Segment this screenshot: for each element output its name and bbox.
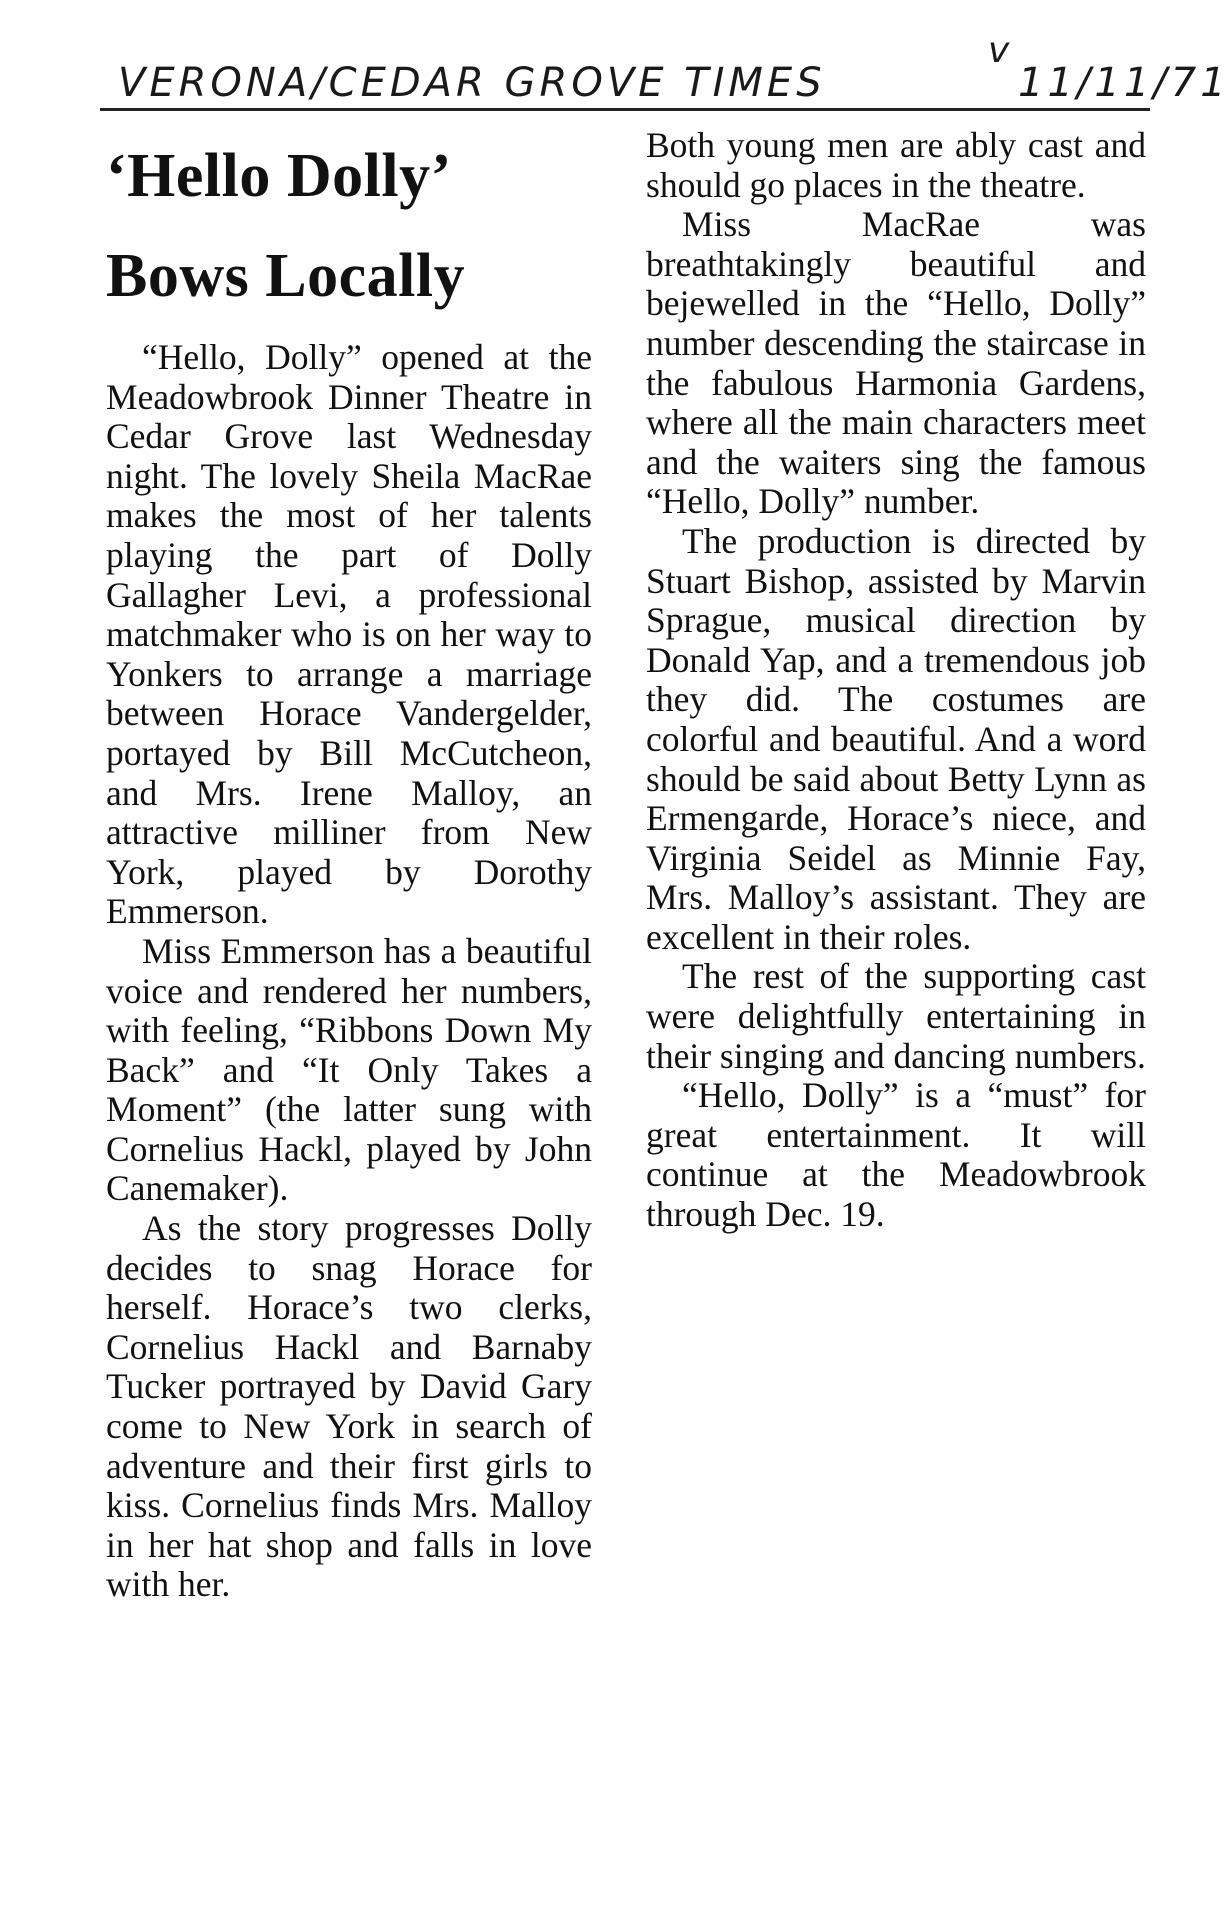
headline [106, 126, 592, 326]
header-rule [100, 108, 1150, 111]
paragraph: Miss Emmerson has a beautiful voice and rendered her numbers, with feeling, “Ribbons Down My Back” and “It Only Takes a Moment” (the latter sung with Cornelius Hackl, played by John Canemaker). [106, 930, 592, 1209]
paragraph: “Hello, Dolly” is a “must” for great entertainment. It will continue at the Meadowbrook through Dec. 19. [646, 1075, 1146, 1235]
paragraph: Miss MacRae was breathtakingly beautiful and bejewelled in the “Hello, Dolly” number descending the staircase in the fabulous Harmonia Gardens, where all the main characters meet and the waiters sing the famous “Hello, Dolly” number. [646, 204, 1146, 522]
paragraph: The production is directed by Stuart Bishop, assisted by Marvin Sprague, musical direction by Donald Yap, and a tremendous job they did. The costumes are colorful and beautiful. And a word should be said about Betty Lynn as Ermengarde, Horace’s niece, and Virginia Seidel as Minnie Fay, Mrs. Malloy’s assistant. They are excellent in their roles. [646, 520, 1146, 957]
publication-date: 11/11/71 [1018, 60, 1230, 106]
right-column [646, 126, 1146, 1235]
paragraph: “Hello, Dolly” opened at the Meadowbrook Dinner Theatre in Cedar Grove last Wednesday night. The lovely Sheila MacRae makes the most of her talents playing the part of Dolly Gallagher Levi, a professional matchmaker who is on her way to Yonkers to arrange a marriage between Horace Vandergelder, portayed by Bill McCutcheon, and Mrs. Irene Malloy, an attractive milliner from New York, played by Dorothy Emmerson. [106, 337, 592, 932]
left-column [106, 126, 592, 1605]
headline-line-2: Bows Locally [106, 242, 466, 310]
paragraph: Both young men are ably cast and should go places in the theatre. [646, 125, 1146, 205]
paragraph: As the story progresses Dolly decides to snag Horace for herself. Horace’s two clerks, Cornelius Hackl and Barnaby Tucker portrayed by David Gary come to New York in search of adventure and their first girls to kiss. Cornelius finds Mrs. Malloy in her hat shop and falls in love with her. [106, 1208, 592, 1605]
newspaper-name: VERONA/CEDAR GROVE TIMES [118, 60, 826, 106]
handwritten-source-note [118, 30, 1230, 114]
checkmark-annotation: v [988, 30, 1014, 71]
headline-line-1: ‘Hello Dolly’ [106, 142, 452, 210]
paragraph: The rest of the supporting cast were delightfully entertaining in their singing and dancing numbers. [646, 956, 1146, 1076]
